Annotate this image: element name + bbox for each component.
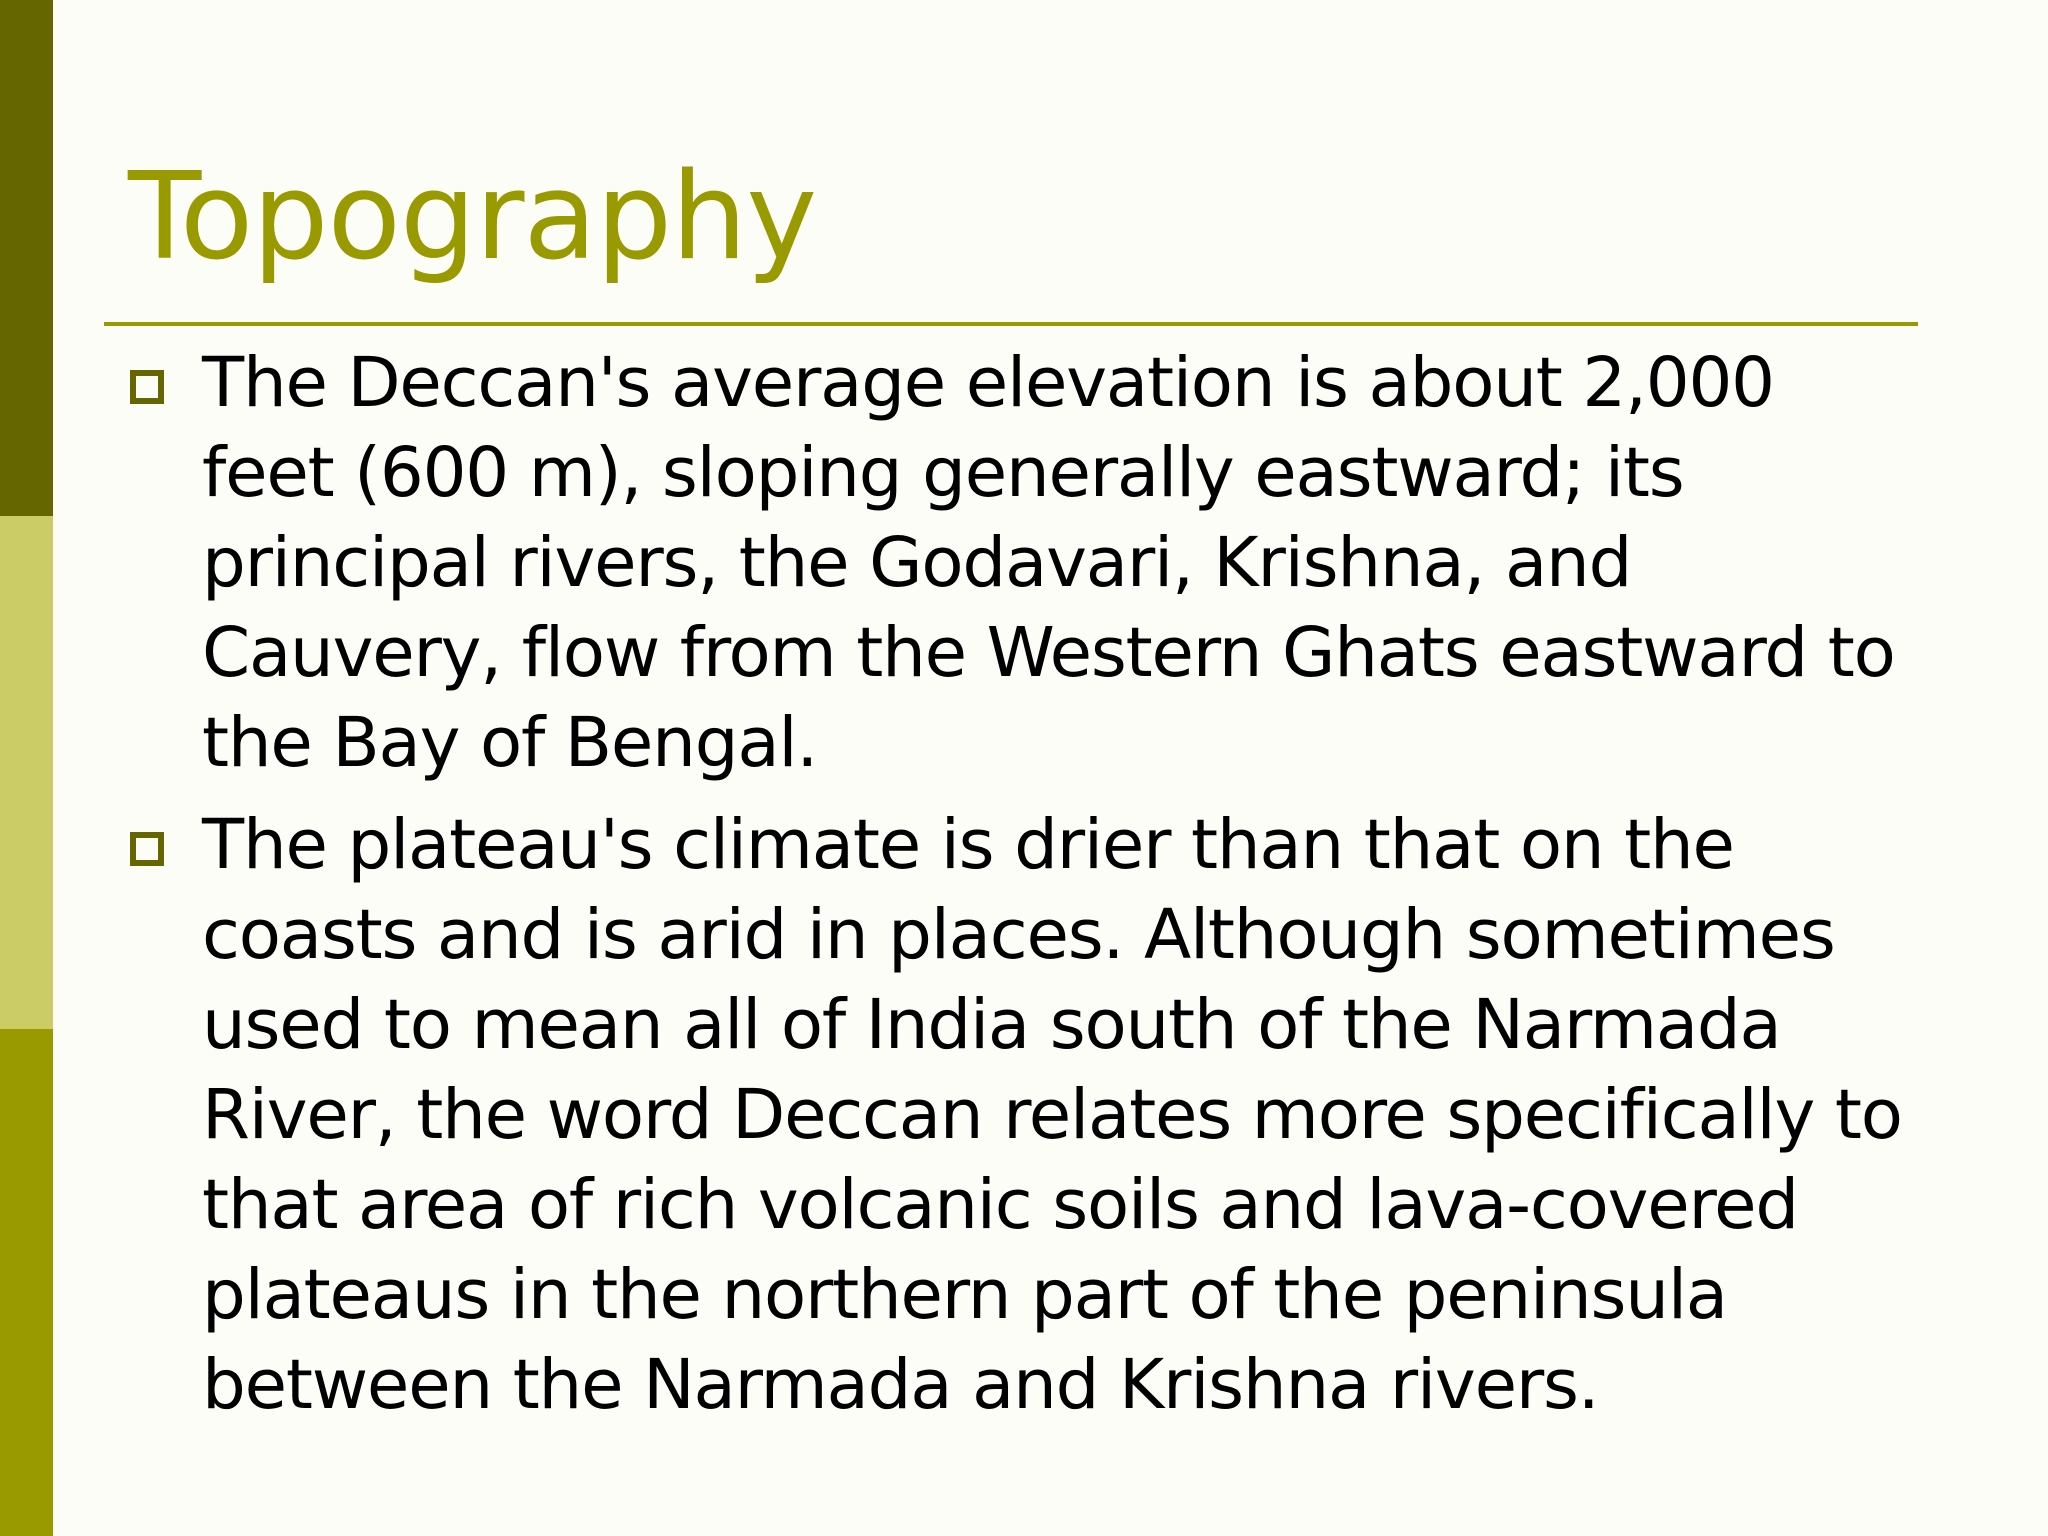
bullet-text: The Deccan's average elevation is about 2,000 feet (600 m), sloping generally eastward; its principal rivers, the Godavari, Krishna, and Cauvery, flow from the Western Ghats eastward to the Bay of Bengal. <box>202 343 1895 783</box>
hollow-square-bullet-icon <box>130 832 164 866</box>
side-bar-olive <box>0 1029 53 1536</box>
bullet-text: The plateau's climate is drier than that on the coasts and is arid in places. Although sometimes used to mean all of India south of the Narmada River, the word Deccan relates more specifically to that area of rich volcanic soils and lava-covered plateaus in the northern part of the peninsula between the Narmada and Krishna rivers. <box>202 805 1902 1425</box>
slide-title: Topography <box>128 148 817 287</box>
bullet-item <box>130 338 1920 788</box>
side-bar-dark <box>0 0 53 516</box>
hollow-square-bullet-icon <box>130 370 164 404</box>
bullet-list <box>130 338 1920 1442</box>
bullet-item <box>130 800 1920 1430</box>
side-bar-light <box>0 516 53 1029</box>
title-underline <box>104 322 1918 326</box>
